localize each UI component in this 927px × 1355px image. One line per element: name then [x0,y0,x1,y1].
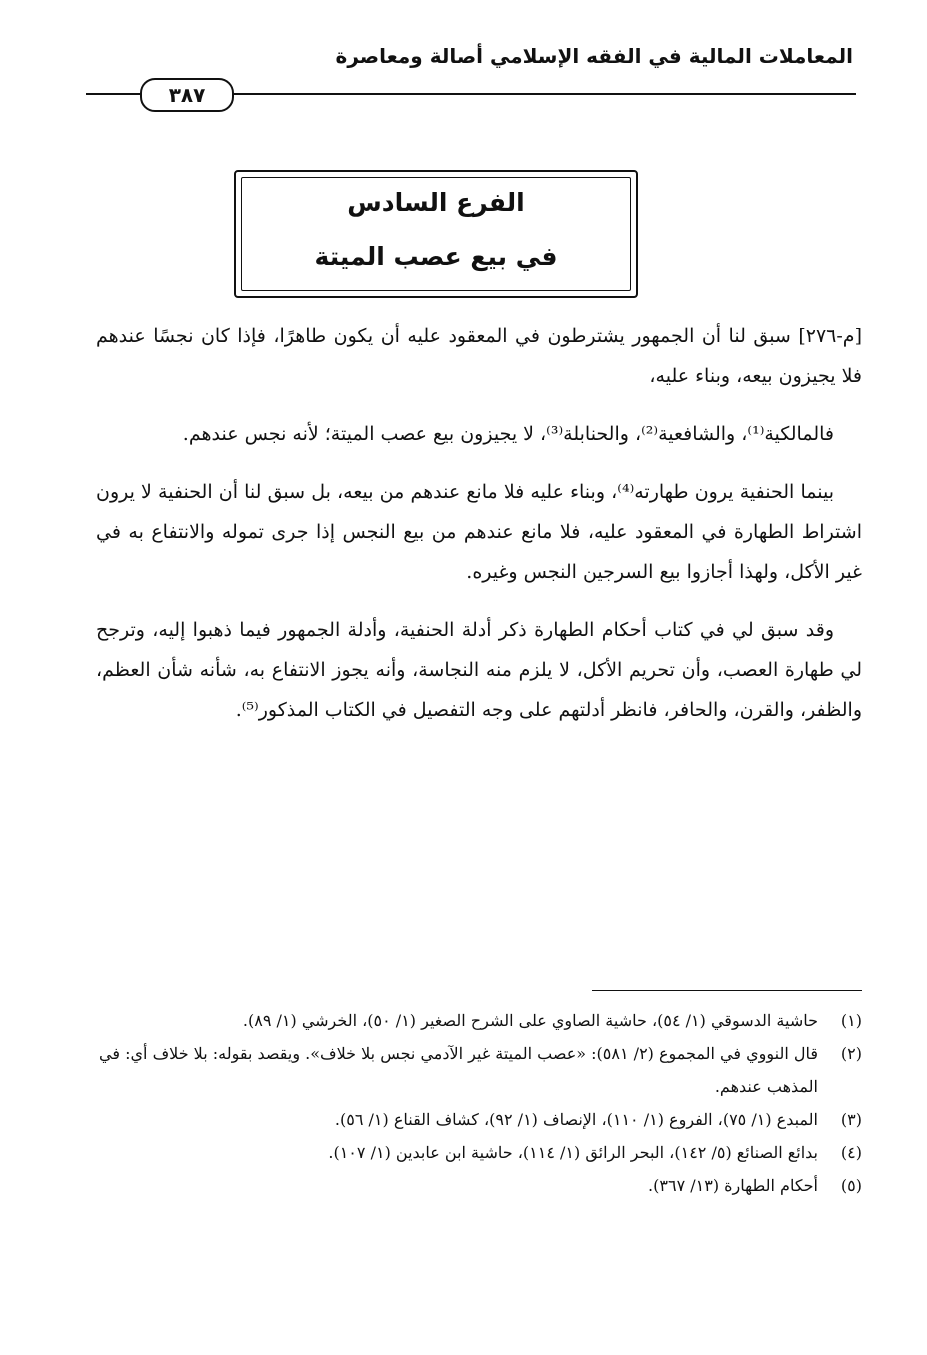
footnote [96,1103,862,1136]
section-title-box [234,170,638,298]
footnote [96,1136,862,1169]
footnote-number: (٤) [840,1143,862,1162]
footnote [96,1037,862,1103]
footnote-number: (٣) [840,1110,862,1129]
footnote-number: (٥) [840,1176,862,1195]
footnote-rule [592,990,862,991]
footnote-number: (١) [840,1011,862,1030]
footnote-text: المبدع (١/ ٧٥)، الفروع (١/ ١١٠)، الإنصاف (١/ ٩٢)، كشاف القناع (١/ ٥٦). [334,1110,818,1129]
footnote [96,1169,862,1202]
paragraph: فالمالكية⁽¹⁾، والشافعية⁽²⁾، والحنابلة⁽³⁾، لا يجيزون بيع عصب الميتة؛ لأنه نجس عندهم. [182,423,834,445]
paragraph: [م-٢٧٦] سبق لنا أن الجمهور يشترطون في المعقود عليه أن يكون طاهرًا، فإذا كان نجسًا عندهم فلا يجيزون بيعه، وبناء عليه، [96,325,862,387]
body-text [96,316,862,748]
footnote-text: بدائع الصنائع (٥/ ١٤٢)، البحر الرائق (١/ ١١٤)، حاشية ابن عابدين (١/ ١٠٧). [328,1143,818,1162]
footnote-number: (٢) [840,1044,862,1063]
footnote-text: أحكام الطهارة (١٣/ ٣٦٧). [648,1176,818,1195]
footnotes [96,1004,862,1202]
page-number: ٣٨٧ [140,78,234,112]
footnote [96,1004,862,1037]
section-title-line2: في بيع عصب الميتة [314,242,558,271]
footnote-text: قال النووي في المجموع (٢/ ٥٨١): «عصب الميتة غير الآدمي نجس بلا خلاف». ويقصد بقوله: بلا خلاف أي: في المذهب عندهم. [99,1044,818,1096]
footnote-text: حاشية الدسوقي (١/ ٥٤)، حاشية الصاوي على الشرح الصغير (١/ ٥٠)، الخرشي (١/ ٨٩). [242,1011,818,1030]
section-title-line1: الفرع السادس [347,188,525,217]
paragraph: وقد سبق لي في كتاب أحكام الطهارة ذكر أدلة الحنفية، وأدلة الجمهور فيما ذهبوا إليه، وترجح لي طهارة العصب، وأن تحريم الأكل، لا يلزم منه النجاسة، وأنه يجوز الانتفاع به، شأنه شأن العظم، والظفر، والقرن، والحافر، فانظر أدلتهم على وجه التفصيل في الكتاب المذكور⁽⁵⁾. [96,619,862,721]
running-header-title: المعاملات المالية في الفقه الإسلامي أصالة ومعاصرة [335,44,853,68]
paragraph: بينما الحنفية يرون طهارته⁽⁴⁾، وبناء عليه فلا مانع عندهم من بيعه، بل سبق لنا أن الحنفية لا يرون اشتراط الطهارة في المعقود عليه، فلا مانع عندهم من بيع النجس إذا جرى تموله والانتفاع به في غير الأكل، ولهذا أجازوا بيع السرجين النجس وغيره. [96,481,862,583]
